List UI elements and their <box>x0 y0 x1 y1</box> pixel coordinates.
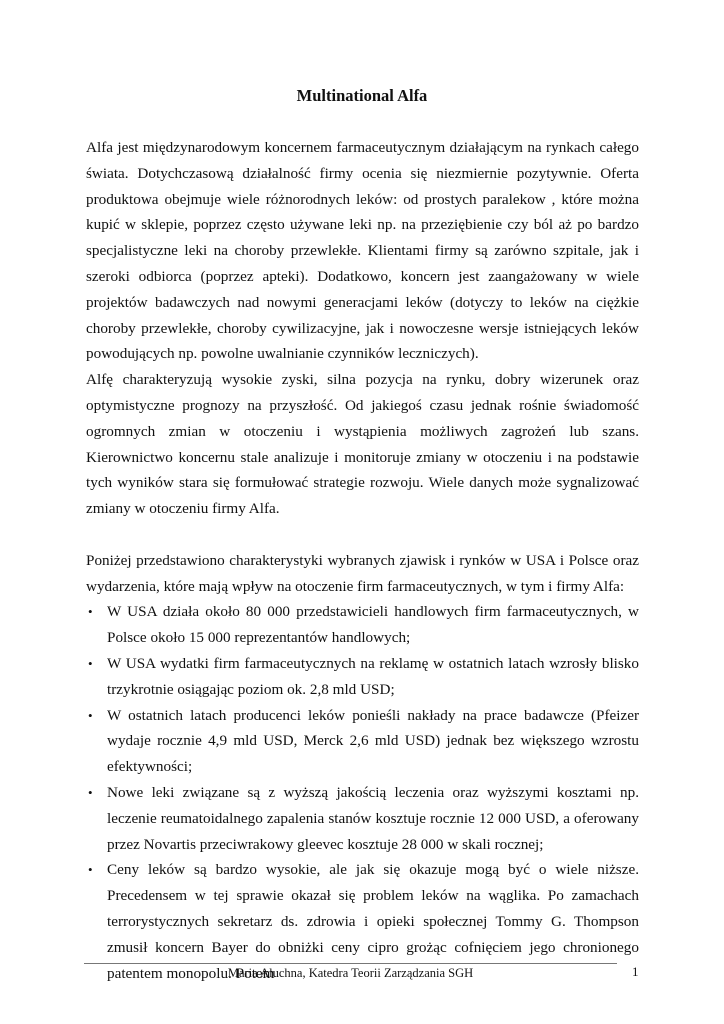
paragraph-intro: Alfa jest międzynarodowym koncernem farmaceutycznym działającym na rynkach całego świata. Dotychczasową działalność firmy ocenia się niezmiernie pozytywnie. Oferta produktowa obejmuje wiele różnorodnych leków: od prostych paralekow , które można kupić w sklepie, poprzez często używane leki np. na przeziębienie czy ból aż po bardzo specjalistyczne leki na choroby przewlekłe. Klientami firmy są zarówno szpitale, jak i szeroki odbiorca (poprzez apteki). Dodatkowo, koncern jest zaangażowany w wiele projektów badawczych nad nowymi generacjami leków (dotyczy to leków na ciężkie choroby przewlekłe, choroby cywilizacyjne, jak i nowoczesne wersje istniejących leków powodujących np. powolne uwalnianie czynników leczniczych). <box>86 139 639 363</box>
document-title: Multinational Alfa <box>296 86 428 105</box>
list-item <box>86 703 639 780</box>
list-item-text: W USA działa około 80 000 przedstawicieli handlowych firm farmaceutycznych, w Polsce około 15 000 reprezentantów handlowych; <box>107 603 639 647</box>
bullet-icon: • <box>88 862 93 878</box>
bullet-icon: • <box>88 655 93 671</box>
bullet-icon: • <box>88 784 93 800</box>
bullet-list <box>86 599 639 986</box>
bullet-icon: • <box>88 604 93 620</box>
footer-author: Maria Aluchna, Katedra Teorii Zarządzania SGH <box>227 966 474 980</box>
footer-divider <box>84 963 617 964</box>
page-number: 1 <box>632 964 639 979</box>
list-item <box>86 599 639 651</box>
bullet-icon: • <box>88 707 93 723</box>
list-item-text: Ceny leków są bardzo wysokie, ale jak się okazuje mogą być o wiele niższe. Precedensem w tej sprawie okazał się problem leków na wąglika. Po zamachach terrorystycznych sekretarz ds. zdrowia i opieki społecznej Tommy G. Thompson zmusił koncern Bayer do obniżki ceny cipro grożąc cofnięciem jego chronionego patentem monopolu. Potem <box>107 861 639 982</box>
list-item-text: W USA wydatki firm farmaceutycznych na reklamę w ostatnich latach wzrosły blisko trzykrotnie osiągając poziom ok. 2,8 mld USD; <box>107 654 639 698</box>
list-item <box>86 780 639 857</box>
paragraph-list-intro: Poniżej przedstawiono charakterystyki wybranych zjawisk i rynków w USA i Polsce oraz wydarzenia, które mają wpływ na otoczenie firm farmaceutycznych, w tym i firmy Alfa: <box>86 551 639 595</box>
list-item-text: Nowe leki związane są z wyższą jakością leczenia oraz wyższymi kosztami np. leczenie reumatoidalnego zapalenia stanów kosztuje rocznie 12 000 USD, a oferowany przez Novartis przeciwrakowy gleevec kosztuje 28 000 w skali rocznej; <box>107 783 639 853</box>
document-body <box>86 135 639 986</box>
list-item <box>86 651 639 703</box>
list-item-text: W ostatnich latach producenci leków ponieśli nakłady na prace badawcze (Pfeizer wydaje rocznie 4,9 mld USD, Merck 2,6 mld USD) jednak bez większego wzrostu efektywności; <box>107 706 639 776</box>
paragraph-characteristics: Alfę charakteryzują wysokie zyski, silna pozycja na rynku, dobry wizerunek oraz optymistyczne prognozy na przyszłość. Od jakiegoś czasu jednak rośnie świadomość ogromnych zmian w otoczeniu i wystąpienia możliwych zagrożeń lub szans. Kierownictwo koncernu stale analizuje i monitoruje zmiany w otoczeniu i na podstawie tych wyników stara się formułować strategie rozwoju. Wiele danych może sygnalizować zmiany w otoczeniu firmy Alfa. <box>86 371 639 518</box>
